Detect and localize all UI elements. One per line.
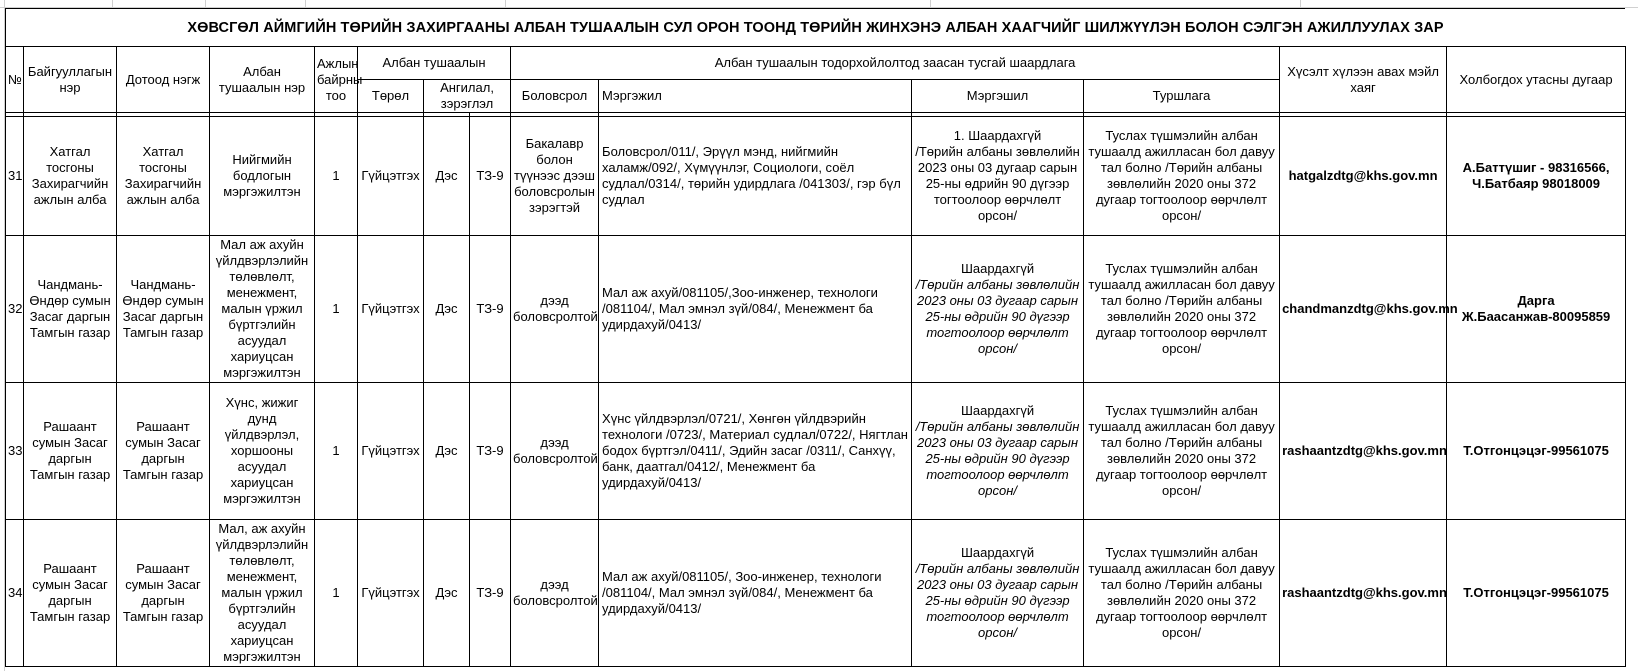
header-type: Төрөл xyxy=(358,80,424,113)
cell-type: Гүйцэтгэх xyxy=(358,520,424,667)
qualification-head: Шаардахгүй xyxy=(960,545,1035,560)
cell-no: 32 xyxy=(6,236,24,383)
cell-qualification xyxy=(912,520,1084,667)
header-org: Байгууллагын нэр xyxy=(24,47,117,113)
table-row xyxy=(6,383,1626,520)
cell-rank-b: ТЗ-9 xyxy=(470,520,511,667)
header-position: Албан тушаалын нэр xyxy=(210,47,315,113)
cell-qualification xyxy=(912,383,1084,520)
header-count: Ажлын байрны тоо xyxy=(315,47,358,113)
cell-experience: Туслах түшмэлийн албан тушаалд ажилласан бол давуу тал болно /Төрийн албаны зөвлөлийн 2020 оны 372 дугаар тогтоолоор өөрчлөлт орсон/ xyxy=(1084,383,1280,520)
table-row xyxy=(6,236,1626,383)
cell-rank-a: Дэс xyxy=(424,383,470,520)
cell-experience: Туслах түшмэлийн албан тушаалд ажилласан бол давуу тал болно /Төрийн албаны зөвлөлийн 2020 оны 372 дугаар тогтоолоор өөрчлөлт орсон/ xyxy=(1084,117,1280,236)
cell-email[interactable]: rashaantzdtg@khs.gov.mn xyxy=(1280,520,1447,667)
header-email: Хүсэлт хүлээн авах мэйл хаяг xyxy=(1280,47,1447,113)
cell-phone: А.Баттүшиг - 98316566, Ч.Батбаяр 98018009 xyxy=(1447,117,1626,236)
cell-experience: Туслах түшмэлийн албан тушаалд ажилласан бол давуу тал болно /Төрийн албаны зөвлөлийн 2020 оны 372 дугаар тогтоолоор өөрчлөлт орсон/ xyxy=(1084,236,1280,383)
cell-email[interactable]: chandmanzdtg@khs.gov.mn xyxy=(1280,236,1447,383)
header-row xyxy=(6,47,1626,80)
table-row xyxy=(6,520,1626,667)
vacancy-table xyxy=(5,46,1626,667)
cell-rank-a: Дэс xyxy=(424,520,470,667)
cell-count: 1 xyxy=(315,520,358,667)
cell-education: дээд боловсролтой xyxy=(511,236,599,383)
cell-org: Хатгал тосгоны Захирагчийн ажлын алба xyxy=(24,117,117,236)
cell-rank-b: ТЗ-9 xyxy=(470,383,511,520)
cell-org: Рашаант сумын Засаг даргын Тамгын газар xyxy=(24,520,117,667)
header-rank: Ангилал, зэрэглэл xyxy=(424,80,511,113)
cell-experience: Туслах түшмэлийн албан тушаалд ажилласан бол давуу тал болно /Төрийн албаны зөвлөлийн 2020 оны 372 дугаар тогтоолоор өөрчлөлт орсон/ xyxy=(1084,520,1280,667)
cell-qualification xyxy=(912,236,1084,383)
qualification-note: /Төрийн албаны зөвлөлийн 2023 оны 03 дугаар сарын 25-ны өдрийн 90 дүгээр тогтоолоор өөрчлөлт орсон/ xyxy=(915,419,1080,498)
header-experience: Туршлага xyxy=(1084,80,1280,113)
qualification-note: /Төрийн албаны зөвлөлийн 2023 оны 03 дугаар сарын 25-ны өдрийн 90 дүгээр тогтоолоор өөрчлөлт орсон/ xyxy=(915,277,1080,356)
page-title: ХӨВСГӨЛ АЙМГИЙН ТӨРИЙН ЗАХИРГААНЫ АЛБАН ТУШААЛЫН СУЛ ОРОН ТООНД ТӨРИЙН ЖИНХЭНЭ АЛБАН ХААГЧИЙГ ШИЛЖҮҮЛЭН БОЛОН СЭЛГЭН АЖИЛЛУУЛАХ ЗАР xyxy=(5,8,1625,46)
qualification-note: /Төрийн албаны зөвлөлийн 2023 оны 03 дугаар сарын 25-ны өдрийн 90 дүгээр тогтоолоор өөрчлөлт орсон/ xyxy=(915,144,1080,223)
qualification-head: Шаардахгүй xyxy=(960,403,1035,418)
cell-rank-b: ТЗ-9 xyxy=(470,236,511,383)
cell-dept: Рашаант сумын Засаг даргын Тамгын газар xyxy=(117,520,210,667)
cell-profession: Мал аж ахуй/081105/,Зоо-инженер, технологи /081104/, Мал эмнэл зүй/084/, Менежмент ба удирдахуй/0413/ xyxy=(599,236,912,383)
cell-education: дээд боловсролтой xyxy=(511,383,599,520)
cell-type: Гүйцэтгэх xyxy=(358,383,424,520)
cell-phone: Дарга Ж.Баасанжав-80095859 xyxy=(1447,236,1626,383)
cell-no: 34 xyxy=(6,520,24,667)
cell-position: Мал аж ахуйн үйлдвэрлэлийн төлөвлөлт, менежмент, малын үржил бүртгэлийн асуудал хариуцсан мэргэжилтэн xyxy=(210,236,315,383)
cell-rank-b: ТЗ-9 xyxy=(470,117,511,236)
cell-count: 1 xyxy=(315,117,358,236)
cell-org: Чандмань-Өндөр сумын Засаг даргын Тамгын газар xyxy=(24,236,117,383)
cell-education: дээд боловсролтой xyxy=(511,520,599,667)
cell-qualification xyxy=(912,117,1084,236)
cell-phone: Т.Отгонцэцэг-99561075 xyxy=(1447,383,1626,520)
cell-dept: Чандмань-Өндөр сумын Засаг даргын Тамгын газар xyxy=(117,236,210,383)
cell-position: Нийгмийн бодлогын мэргэжилтэн xyxy=(210,117,315,236)
cell-profession: Хүнс үйлдвэрлэл/0721/, Хөнгөн үйлдвэрийн технологи /0723/, Материал судлал/0722/, Нягтлан бодох бүртгэл/0411/, Эдийн засаг /0311/, Санхүү, банк, даатгал/0412/, Менежмент ба удирдахуй/0413/ xyxy=(599,383,912,520)
cell-profession: Мал аж ахуй/081105/, Зоо-инженер, технологи /081104/, Мал эмнэл зүй/084/, Менежмент ба удирдахуй/0413/ xyxy=(599,520,912,667)
header-education: Боловсрол xyxy=(511,80,599,113)
cell-no: 33 xyxy=(6,383,24,520)
cell-count: 1 xyxy=(315,236,358,383)
cell-email[interactable]: hatgalzdtg@khs.gov.mn xyxy=(1280,117,1447,236)
cell-dept: Рашаант сумын Засаг даргын Тамгын газар xyxy=(117,383,210,520)
cell-profession: Боловсрол/011/, Эрүүл мэнд, нийгмийн халамж/092/, Хүмүүнлэг, Социологи, соёл судлал/0314/, төрийн удирдлага /041303/, гэр бүл судлал xyxy=(599,117,912,236)
cell-no: 31 xyxy=(6,117,24,236)
cell-position: Мал, аж ахуйн үйлдвэрлэлийн төлөвлөлт, менежмент, малын үржил бүртгэлийн асуудал хариуцсан мэргэжилтэн xyxy=(210,520,315,667)
table-row xyxy=(6,117,1626,236)
qualification-head: Шаардахгүй xyxy=(960,261,1035,276)
header-no: № xyxy=(6,47,24,113)
header-qualification: Мэргэшил xyxy=(912,80,1084,113)
cell-rank-a: Дэс xyxy=(424,236,470,383)
header-group-position: Албан тушаалын xyxy=(358,47,511,80)
cell-count: 1 xyxy=(315,383,358,520)
column-header-strip xyxy=(0,0,1638,8)
cell-education: Бакалавр болон түүнээс дээш боловсролын зэрэгтэй xyxy=(511,117,599,236)
cell-phone: Т.Отгонцэцэг-99561075 xyxy=(1447,520,1626,667)
header-group-requirements: Албан тушаалын тодорхойлолтод заасан тусгай шаардлага xyxy=(511,47,1280,80)
header-dept: Дотоод нэгж xyxy=(117,47,210,113)
cell-email[interactable]: rashaantzdtg@khs.gov.mn xyxy=(1280,383,1447,520)
cell-type: Гүйцэтгэх xyxy=(358,236,424,383)
cell-type: Гүйцэтгэх xyxy=(358,117,424,236)
cell-rank-a: Дэс xyxy=(424,117,470,236)
header-phone: Холбогдох утасны дугаар xyxy=(1447,47,1626,113)
header-profession: Мэргэжил xyxy=(599,80,912,113)
qualification-head: 1. Шаардахгүй xyxy=(953,128,1042,143)
qualification-note: /Төрийн албаны зөвлөлийн 2023 оны 03 дугаар сарын 25-ны өдрийн 90 дүгээр тогтоолоор өөрчлөлт орсон/ xyxy=(915,561,1080,640)
cell-dept: Хатгал тосгоны Захирагчийн ажлын алба xyxy=(117,117,210,236)
cell-position: Хүнс, жижиг дунд үйлдвэрлэл, хоршооны асуудал хариуцсан мэргэжилтэн xyxy=(210,383,315,520)
cell-org: Рашаант сумын Засаг даргын Тамгын газар xyxy=(24,383,117,520)
